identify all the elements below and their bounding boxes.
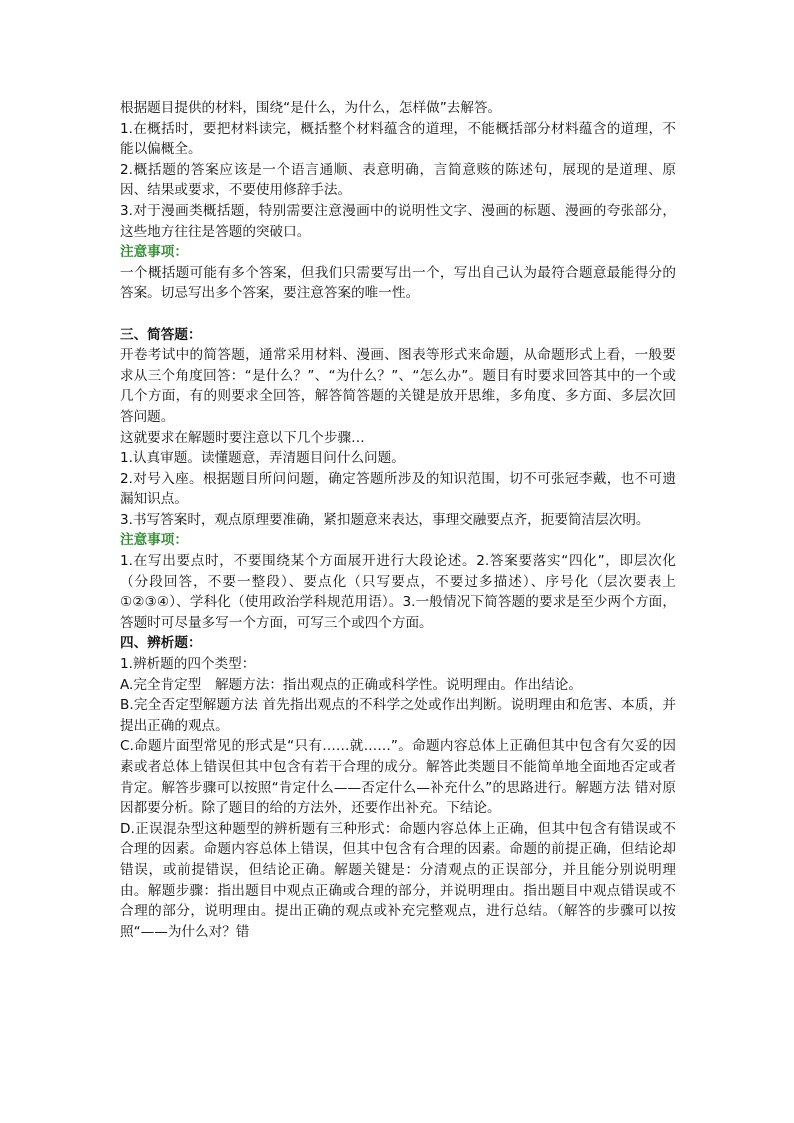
paragraph-type-b: B.完全否定型解题方法 首先指出观点的不科学之处或作出判断。说明理由和危害、本质，并提出正确的观点。 <box>120 697 676 734</box>
paragraph-point-2: 2.概括题的答案应该是一个语言通顺、表意明确，言简意赅的陈述句，展现的是道理、原因、结果或要求，不要使用修辞手法。 <box>120 161 676 199</box>
section-heading-4: 四、辨析题： <box>120 635 202 652</box>
document-page <box>120 98 676 942</box>
paragraph-type-d: D.正误混杂型这种题型的辨析题有三种形式：命题内容总体上正确，但其中包含有错误或不合理的因素。命题内容总体上错误，但其中包含有合理的因素。命题的前提正确，但结论却错误，或前提错误，但结论正确。解题关键是：分清观点的正误部分，并且能分别说明理由。解题步骤：指出题目中观点正确或合理的部分，并说明理由。指出题目中观点错误或不合理的部分，说明理由。提出正确的观点或补充完整观点，进行总结。（解答的步骤可以按照“——为什么对？错 <box>120 820 676 940</box>
paragraph-type-c: C.命题片面型常见的形式是“只有……就……”。命题内容总体上正确但其中包含有欠妥的因素或者总体上错误但其中包含有若干合理的成分。解答此类题目不能简单地全面地否定或者肯定。解答步骤可以按照“肯定什么——否定什么—补充什么”的思路进行。解题方法 错对原因都要分析。除了题目的给的方法外，还要作出补充。下结论。 <box>120 738 676 817</box>
paragraph-point-1: 1.在概括时，要把材料读完，概括整个材料蕴含的道理，不能概括部分材料蕴含的道理，不能以偏概全。 <box>120 120 676 158</box>
spacer <box>120 304 676 325</box>
paragraph-note-1: 一个概括题可能有多个答案，但我们只需要写出一个，写出自己认为最符合题意最能得分的答案。切忌写出多个答案，要注意答案的唯一性。 <box>120 264 676 302</box>
paragraph-note-2: 1.在写出要点时，不要围绕某个方面展开进行大段论述。2.答案要落实“四化”，即层次化（分段回答，不要一整段）、要点化（只写要点，不要过多描述）、序号化（层次要表上①②③④）、学科化（使用政治学科规范用语）。3.一般情况下简答题的要求是至少两个方面，答题时可尽量多写一个方面，可写三个或四个方面。 <box>120 553 676 631</box>
paragraph-short-answer-intro: 开卷考试中的简答题，通常采用材料、漫画、图表等形式来命题，从命题形式上看，一般要求从三个角度回答：“是什么？”、“为什么？”、“怎么办”。题目有时要求回答其中的一个或几个方面，有的则要求全回答，解答简答题的关键是放开思维，多角度、多方面、多层次回答问题。 <box>120 347 676 425</box>
section-heading-3: 三、简答题： <box>120 326 202 343</box>
note-heading-1: 注意事项： <box>120 244 188 261</box>
paragraph-step-2: 2.对号入座。根据题目所问问题，确定答题所涉及的知识范围，切不可张冠李戴，也不可遗漏知识点。 <box>120 470 676 508</box>
paragraph-step-1: 1.认真审题。读懂题意，弄清题目问什么问题。 <box>120 450 405 467</box>
paragraph-intro: 根据题目提供的材料，围绕“是什么，为什么，怎样做”去解答。 <box>120 100 502 116</box>
paragraph-type-a: A.完全肯定型 解题方法：指出观点的正确或科学性。说明理由。作出结论。 <box>120 676 582 693</box>
note-heading-2: 注意事项： <box>120 532 188 549</box>
paragraph-point-3: 3.对于漫画类概括题，特别需要注意漫画中的说明性文字、漫画的标题、漫画的夸张部分，这些地方往往是答题的突破口。 <box>120 202 676 240</box>
paragraph-step-3: 3.书写答案时，观点原理要准确，紧扣题意来表达，事理交融要点齐，扼要简洁层次明。 <box>120 511 650 528</box>
paragraph-steps-intro: 这就要求在解题时要注意以下几个步骤… <box>120 429 365 446</box>
paragraph-types-intro: 1.辨析题的四个类型： <box>120 656 256 673</box>
